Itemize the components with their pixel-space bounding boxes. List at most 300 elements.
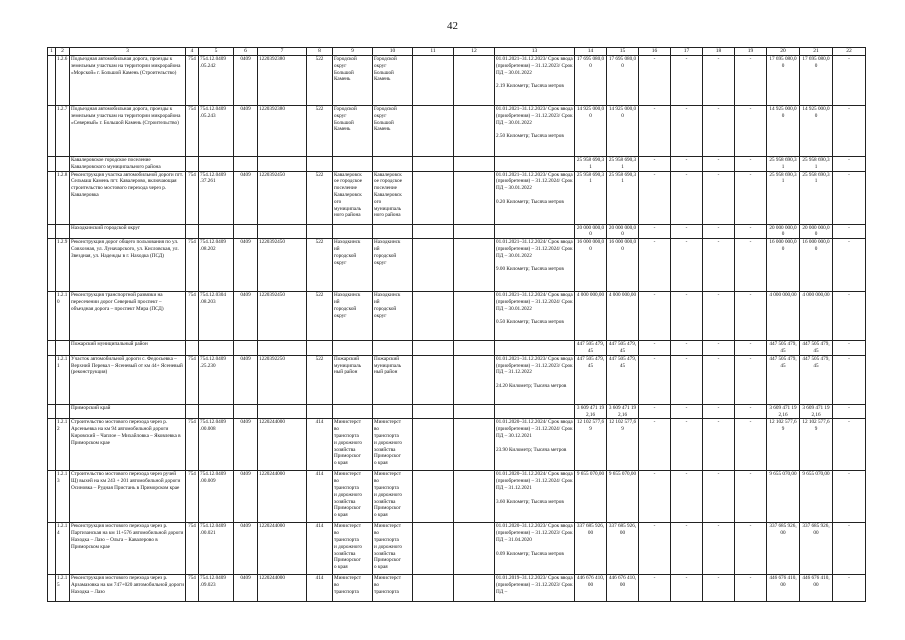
table-cell [413,224,454,239]
table-cell [413,239,454,292]
table-cell: 12 102 577,6 9 [607,419,639,471]
table-cell: 754.12.0409 .08.202 [199,239,234,292]
table-cell: - [735,171,767,224]
table-cell: 754 [186,106,199,157]
table-cell [454,292,495,341]
table-cell: - [671,106,703,157]
table-cell: 16 000 000,0 0 [767,239,800,292]
table-cell [373,224,413,239]
table-cell [333,157,373,172]
table-cell: - [735,575,767,602]
table-cell: - [671,171,703,224]
table-cell: - [735,419,767,471]
table-cell: 754.12.0409 .05.243 [199,106,234,157]
table-cell: 0409 [234,292,258,341]
table-cell: - [639,106,671,157]
table-row [48,106,866,157]
column-header: 6 [234,48,258,56]
table-cell: 754 [186,239,199,292]
table-cell: 17 695 080,0 0 [575,56,607,106]
table-cell: 01.01.2021–31.12.2023/ Срок ввода (приобретения) – 31.12.2023/ Срок ПД – 30.01.2022 2.19 Километр; Тысяча метров [495,56,575,106]
table-cell [258,341,307,356]
table-cell: Городской округ Большой Камень [373,56,413,106]
table-cell: 14 925 000,0 0 [767,106,800,157]
table-cell [413,575,454,602]
table-cell: - [703,106,735,157]
table-cell: - [639,157,671,172]
table-cell: 0409 [234,56,258,106]
table-cell: 337 685 926, 00 [607,523,639,575]
column-header: 3 [70,48,186,56]
table-cell: 01.01.2021–31.12.2023/ Срок ввода (приобретения) – 31.12.2023/ Срок ПД – 31.12.2022 24.20 Километр; Тысяча метров [495,355,575,404]
table-cell: Министерст во транспорта и дорожного хозяйства Приморског о края [373,523,413,575]
table-cell: 1220392380 [258,56,307,106]
table-cell: 0409 [234,171,258,224]
table-cell: - [833,239,866,292]
column-header: 16 [639,48,671,56]
table-cell: - [703,419,735,471]
table-cell: 1220244000 [258,575,307,602]
table-cell: 01.01.2019–31.12.2023/ Срок ввода (приобретения) – 31.12.2023/ Срок ПД – [495,575,575,602]
table-cell: - [833,575,866,602]
table-cell: - [639,56,671,106]
table-cell [48,157,56,172]
table-cell [56,404,70,419]
table-cell: 1220244000 [258,471,307,523]
table-cell: 17 695 080,0 0 [607,56,639,106]
table-cell [48,419,56,471]
table-row [48,239,866,292]
table-cell: Находкинский городской округ [70,224,186,239]
table-cell: Министерст во транспорта [373,575,413,602]
table-cell: Министерст во транспорта и дорожного хозяйства Приморског о края [373,419,413,471]
column-header: 12 [454,48,495,56]
table-row [48,292,866,341]
table-cell: - [639,575,671,602]
table-cell: - [833,292,866,341]
table-cell [454,106,495,157]
table-cell [454,575,495,602]
table-cell [48,575,56,602]
table-cell [454,355,495,404]
table-cell: 25 958 690,3 1 [607,157,639,172]
table-cell [413,157,454,172]
table-cell [199,341,234,356]
table-cell: - [833,106,866,157]
table-cell: - [735,404,767,419]
table-cell: 337 685 926, 00 [800,523,833,575]
table-cell: 20 000 000,0 0 [607,224,639,239]
table-row [48,56,866,106]
subtotal-row [48,157,866,172]
table-row [48,575,866,602]
table-cell [454,224,495,239]
column-header: 14 [575,48,607,56]
table-cell: 446 676 410, 00 [607,575,639,602]
table-cell: - [833,471,866,523]
table-cell [454,239,495,292]
page-number: 42 [447,20,458,32]
subtotal-row [48,224,866,239]
table-cell: Подъездная автомобильная дорога, проезды к земельным участкам на территории микрорайона «Северный» г. Большой Камень (Строительство) [70,106,186,157]
table-cell: 337 685 926, 00 [575,523,607,575]
table-cell: 446 676 410, 00 [767,575,800,602]
table-cell [48,292,56,341]
table-cell: - [671,419,703,471]
table-cell: 337 685 926, 00 [767,523,800,575]
table-cell: - [639,355,671,404]
table-cell: Министерст во транспорта [333,575,373,602]
table-cell: 754.12.0409 .37.261 [199,171,234,224]
table-cell: 0409 [234,523,258,575]
table-cell: 522 [307,355,333,404]
table-cell [48,224,56,239]
table-cell: - [639,239,671,292]
table-cell: 522 [307,239,333,292]
table-cell [48,471,56,523]
table-cell: 414 [307,523,333,575]
table-cell: 754 [186,575,199,602]
table-cell: 9 655 070,00 [607,471,639,523]
table-cell: 3 609 471 19 2,16 [575,404,607,419]
table-cell: 414 [307,419,333,471]
table-cell: Подъездная автомобильная дорога, проезды к земельным участкам на территории микрорайона «Морской» г. Большой Камень (Строительство) [70,56,186,106]
table-cell [186,404,199,419]
table-cell: - [671,471,703,523]
table-cell: - [833,224,866,239]
table-cell: 14 925 000,0 0 [607,106,639,157]
table-cell [454,471,495,523]
table-cell: Городской округ Большой Камень [333,106,373,157]
table-cell: - [671,355,703,404]
table-cell: 3 609 471 19 2,16 [607,404,639,419]
table-cell: - [639,171,671,224]
table-cell [56,224,70,239]
table-cell: - [703,171,735,224]
table-cell: Кавалеровск ое городское поселение Кавалеровск ого муниципаль ного района [373,171,413,224]
table-cell [413,171,454,224]
table-cell: 12 102 577,6 9 [575,419,607,471]
column-header: 10 [373,48,413,56]
table-cell: - [735,56,767,106]
table-cell: 1220392380 [258,106,307,157]
table-cell: 25 958 690,3 1 [800,157,833,172]
table-cell: 4 000 000,00 [575,292,607,341]
table-cell [413,341,454,356]
table-cell: - [639,341,671,356]
column-header: 1 [48,48,56,56]
table-cell: 9 655 070,00 [800,471,833,523]
table-cell: - [703,292,735,341]
table-cell: Строительство мостового перехода через р. Арсеньевка на км 94 автомобильной дороги Кировский – Чаплое – Михайловка – Яковлевка в Приморском крае [70,419,186,471]
table-cell [307,404,333,419]
table-cell [258,404,307,419]
table-cell: 3 609 471 19 2,16 [800,404,833,419]
table-cell: 1220392450 [258,239,307,292]
table-row [48,355,866,404]
table-cell: Министерст во транспорта и дорожного хозяйства Приморског о края [333,523,373,575]
table-cell: 447 505 479, 45 [767,355,800,404]
table-cell: - [639,292,671,341]
table-cell [454,404,495,419]
table-cell: - [735,157,767,172]
table-cell: 14 925 000,0 0 [800,106,833,157]
table-cell: 447 505 479, 45 [575,355,607,404]
header-row [48,48,866,56]
table-cell [48,171,56,224]
table-cell: Находкинск ий городской округ [373,292,413,341]
table-cell [454,419,495,471]
table-cell [413,419,454,471]
table-cell: - [833,157,866,172]
table-cell: 754.12.0409 .00.021 [199,523,234,575]
table-cell [333,341,373,356]
table-cell: 1.2.7 [56,106,70,157]
table-cell: 01.01.2020–31.12.2024/ Срок ввода (приобретения) – 31.12.2024/ Срок ПД – 30.12.2021 23.90 Километр; Тысяча метров [495,419,575,471]
table-cell: 4 000 000,00 [800,292,833,341]
table-cell: - [639,471,671,523]
table-cell: Городской округ Большой Камень [333,56,373,106]
table-cell: 01.01.2021–31.12.2024/ Срок ввода (приобретения) – 31.12.2024/ Срок ПД – 30.01.2022 9.00 Километр; Тысяча метров [495,239,575,292]
table-cell: 1.2.9 [56,239,70,292]
table-cell [373,341,413,356]
table-cell: 1220392450 [258,171,307,224]
table-cell: 0409 [234,575,258,602]
table-cell: 522 [307,171,333,224]
table-cell: - [671,575,703,602]
table-cell [48,106,56,157]
table-cell: 1220244000 [258,523,307,575]
table-cell: - [671,157,703,172]
table-cell: Министерст во транспорта и дорожного хозяйства Приморског о края [333,419,373,471]
table-cell [48,239,56,292]
table-cell: 20 000 000,0 0 [767,224,800,239]
table-cell [413,292,454,341]
table-cell: 20 000 000,0 0 [800,224,833,239]
table-cell [413,106,454,157]
table-body [48,56,866,602]
table-cell: Кавалеровск ое городское поселение Кавалеровск ого муниципаль ного района [333,171,373,224]
table-cell [454,56,495,106]
table-cell: - [703,56,735,106]
column-header: 5 [199,48,234,56]
table-cell: - [671,239,703,292]
table-cell: - [703,404,735,419]
table-cell [307,157,333,172]
table-cell [454,171,495,224]
table-cell [307,224,333,239]
table-cell [495,157,575,172]
table-cell: Участок автомобильной дороги с. Федосьевка – Верхний Перевал – Ясеневый от км 44+ Ясеневый (реконструкция) [70,355,186,404]
table-cell [186,224,199,239]
table-cell: - [703,523,735,575]
column-header: 8 [307,48,333,56]
table-cell [56,341,70,356]
table-cell: 1.2.8 [56,171,70,224]
table-cell: 1.2.13 [56,471,70,523]
table-cell: 01.01.2020–31.12.2024/ Срок ввода (приобретения) – 31.12.2024/ Срок ПД – 31.12.2021 3.60 Километр; Тысяча метров [495,471,575,523]
table-cell [333,404,373,419]
table-cell: 01.01.2021–31.12.2024/ Срок ввода (приобретения) – 31.12.2024/ Срок ПД – 30.01.2022 0.50 Километр; Тысяча метров [495,292,575,341]
table-cell: 1220392250 [258,355,307,404]
table-cell: - [735,471,767,523]
table-cell: 25 958 690,3 1 [575,171,607,224]
table-cell [373,404,413,419]
table-row [48,471,866,523]
table-cell [413,404,454,419]
table-cell: Пожарский муниципальный район [70,341,186,356]
table-cell: - [671,56,703,106]
table-cell: - [833,171,866,224]
table-cell: 1.2.11 [56,355,70,404]
table-cell: Пожарский муниципаль ный район [333,355,373,404]
table-cell [234,224,258,239]
table-cell: - [671,341,703,356]
table-cell: - [735,224,767,239]
table-cell: Министерст во транспорта и дорожного хозяйства Приморског о края [373,471,413,523]
table-cell [48,341,56,356]
table-cell: 20 000 000,0 0 [575,224,607,239]
table-cell: 0409 [234,106,258,157]
table-cell [413,523,454,575]
table-cell: 447 505 479, 45 [800,355,833,404]
table-cell: 0409 [234,419,258,471]
table-row [48,419,866,471]
column-header: 17 [671,48,703,56]
table-cell: 447 505 479, 45 [575,341,607,356]
table-cell: 1.2.12 [56,419,70,471]
table-cell: 754.12.0409 .25.230 [199,355,234,404]
table-cell: - [735,341,767,356]
table-cell: 16 000 000,0 0 [800,239,833,292]
table-cell: 01.01.2020–31.12.2023/ Срок ввода (приобретения) – 31.12.2023/ Срок ПД – 31.04.2020 0.09 Километр; Тысяча метров [495,523,575,575]
column-header: 19 [735,48,767,56]
column-header: 22 [833,48,866,56]
table-cell: 1.2.6 [56,56,70,106]
table-cell: 25 958 690,3 1 [800,171,833,224]
table-cell: 414 [307,471,333,523]
table-cell: 25 958 690,3 1 [607,171,639,224]
table-cell: 0409 [234,355,258,404]
table-cell: 754.12.0409 .05.242 [199,56,234,106]
table-cell: 25 958 690,3 1 [575,157,607,172]
table-cell: - [703,575,735,602]
table-cell: - [735,106,767,157]
table-cell: 9 655 070,00 [575,471,607,523]
table-cell: Городской округ Большой Камень [373,106,413,157]
table-cell: 12 102 577,6 9 [800,419,833,471]
table-cell: Находкинск ий городской округ [333,239,373,292]
table-cell: Министерст во транспорта и дорожного хозяйства Приморског о края [333,471,373,523]
table-cell: - [671,523,703,575]
table-cell [258,224,307,239]
table-cell: - [735,523,767,575]
table-cell [454,157,495,172]
table-cell: 16 000 000,0 0 [607,239,639,292]
table-cell [56,157,70,172]
table-cell [495,404,575,419]
table-cell: - [639,523,671,575]
table-cell: Строительство мостового перехода через ручей Щ) выхей на км 243 + 201 автомобильной дороги Осиновка – Рудная Пристань в Приморском крае [70,471,186,523]
table-cell: 1220244000 [258,419,307,471]
table-cell: 754 [186,471,199,523]
table-cell: - [833,404,866,419]
table-cell: 446 676 410, 00 [800,575,833,602]
table-cell: 754 [186,419,199,471]
column-header: 18 [703,48,735,56]
table-cell: - [671,292,703,341]
table-cell [495,224,575,239]
table-cell: 01.01.2021–31.12.2023/ Срок ввода (приобретения) – 31.12.2023/ Срок ПД – 30.01.2022 2.50 Километр; Тысяча метров [495,106,575,157]
table-cell [48,404,56,419]
table-cell [258,157,307,172]
table-cell: 446 676 410, 00 [575,575,607,602]
table-cell: 25 958 690,3 1 [767,171,800,224]
table-cell: 754.12.0409 .00.008 [199,419,234,471]
table-cell: 414 [307,575,333,602]
table-cell: 754.12.0304 .08.203 [199,292,234,341]
table-cell: - [703,471,735,523]
table-cell: - [833,419,866,471]
column-header: 20 [767,48,800,56]
table-row [48,523,866,575]
subtotal-row [48,341,866,356]
table-cell: 447 505 479, 45 [800,341,833,356]
table-cell: Реконструкция дорог общего пользования по ул. Совхозная, ул. Луначарского, ул. Кисловская, ул. Звездная, ул. Надежды в г. Находка (ПСД) [70,239,186,292]
table-cell [454,341,495,356]
table-cell: - [703,224,735,239]
table-cell: Находкинск ий городской округ [373,239,413,292]
table-cell: 754.12.0409 .09.023 [199,575,234,602]
table-cell [48,355,56,404]
table-cell [413,56,454,106]
table-cell [495,341,575,356]
table-cell: - [735,355,767,404]
table-cell: - [735,239,767,292]
table-row [48,171,866,224]
table-cell: 9 655 070,00 [767,471,800,523]
column-header: 9 [333,48,373,56]
table-cell [186,157,199,172]
table-cell: 754 [186,171,199,224]
table-cell: 12 102 577,6 9 [767,419,800,471]
table-cell [413,355,454,404]
table-cell: Реконструкция мостового перехода через р. Арзамазовка на км 747+020 автомобильной дороги Находка – Лазо [70,575,186,602]
table-cell: 3 609 471 19 2,16 [767,404,800,419]
table-cell: 1.2.10 [56,292,70,341]
table-cell: 1220392450 [258,292,307,341]
table-cell: - [833,341,866,356]
table-cell: 17 695 080,0 0 [800,56,833,106]
table-cell: - [671,404,703,419]
table-cell: - [833,355,866,404]
table-cell [234,157,258,172]
table-cell: Реконструкция мостового перехода через р. Партизанская на км 11+576 автомобильной дороги Находка – Лазо – Ольга – Кавалерово в Приморском крае [70,523,186,575]
table-cell: - [833,56,866,106]
table-cell: - [639,404,671,419]
table-cell [454,523,495,575]
table-cell: 16 000 000,0 0 [575,239,607,292]
column-header: 2 [56,48,70,56]
table-cell: - [639,224,671,239]
table-cell: - [671,224,703,239]
table-cell: 754 [186,355,199,404]
table-cell: 0409 [234,239,258,292]
column-header: 11 [413,48,454,56]
table-cell: 522 [307,56,333,106]
column-header: 21 [800,48,833,56]
column-header: 13 [495,48,575,56]
